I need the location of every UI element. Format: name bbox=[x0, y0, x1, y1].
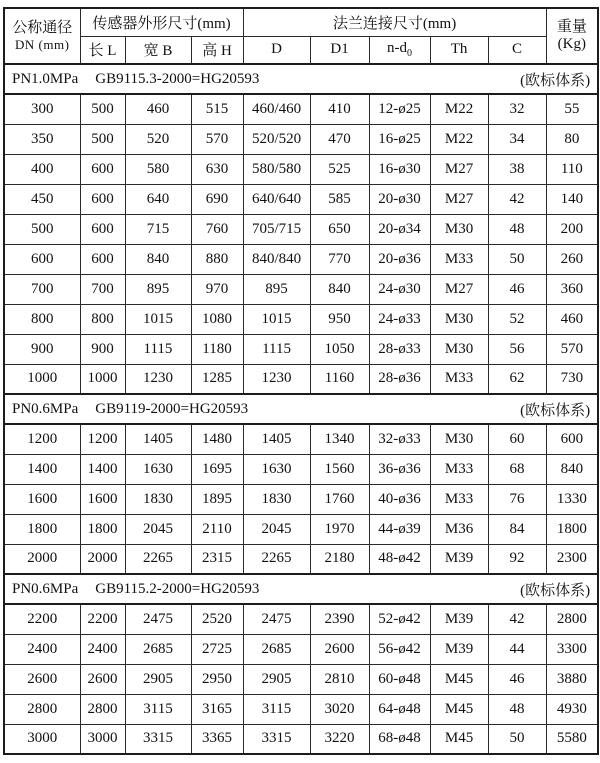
table-cell: 1830 bbox=[243, 484, 310, 514]
header-col-nd0: $n-d_0$ bbox=[369, 36, 430, 64]
table-cell: 1480 bbox=[191, 424, 243, 454]
table-cell: 1800 bbox=[4, 514, 80, 544]
table-cell: 48-ø42 bbox=[369, 544, 430, 574]
table-cell: 770 bbox=[310, 244, 369, 274]
table-cell: 630 bbox=[191, 154, 243, 184]
table-row bbox=[4, 94, 598, 124]
table-cell: 60-ø48 bbox=[369, 664, 430, 694]
table-cell: 2200 bbox=[80, 604, 125, 634]
table-cell: 520 bbox=[125, 124, 191, 154]
table-cell: 450 bbox=[4, 184, 80, 214]
section-header-cell bbox=[4, 574, 598, 604]
table-cell: 55 bbox=[546, 94, 598, 124]
table-cell: 110 bbox=[546, 154, 598, 184]
table-cell: 730 bbox=[546, 364, 598, 394]
table-cell: 1600 bbox=[80, 484, 125, 514]
table-cell: M27 bbox=[430, 274, 488, 304]
table-cell: 1400 bbox=[80, 454, 125, 484]
table-cell: M33 bbox=[430, 364, 488, 394]
table-row bbox=[4, 544, 598, 574]
table-cell: 580/580 bbox=[243, 154, 310, 184]
table-cell: 2950 bbox=[191, 664, 243, 694]
table-cell: 2000 bbox=[4, 544, 80, 574]
table-cell: 2265 bbox=[243, 544, 310, 574]
table-cell: 3365 bbox=[191, 724, 243, 754]
table-cell: 600 bbox=[80, 244, 125, 274]
table-cell: 600 bbox=[80, 184, 125, 214]
table-cell: 1200 bbox=[4, 424, 80, 454]
table-cell: M33 bbox=[430, 454, 488, 484]
table-cell: 92 bbox=[488, 544, 546, 574]
table-cell: 500 bbox=[4, 214, 80, 244]
table-cell: 20-ø34 bbox=[369, 214, 430, 244]
table-cell: 32 bbox=[488, 94, 546, 124]
table-cell: 1405 bbox=[243, 424, 310, 454]
table-cell: 715 bbox=[125, 214, 191, 244]
table-cell: 300 bbox=[4, 94, 80, 124]
table-cell: 3300 bbox=[546, 634, 598, 664]
table-row bbox=[4, 694, 598, 724]
header-col-height: 高 H bbox=[191, 36, 243, 64]
table-cell: 24-ø30 bbox=[369, 274, 430, 304]
header-col-d1: D1 bbox=[310, 36, 369, 64]
table-cell: 56-ø42 bbox=[369, 634, 430, 664]
table-cell: 2200 bbox=[4, 604, 80, 634]
table-cell: 2000 bbox=[80, 544, 125, 574]
table-cell: 585 bbox=[310, 184, 369, 214]
table-cell: 64-ø48 bbox=[369, 694, 430, 724]
table-cell: 2725 bbox=[191, 634, 243, 664]
table-cell: 32-ø33 bbox=[369, 424, 430, 454]
table-cell: 880 bbox=[191, 244, 243, 274]
table-cell: 84 bbox=[488, 514, 546, 544]
table-cell: 56 bbox=[488, 334, 546, 364]
table-cell: 2905 bbox=[243, 664, 310, 694]
table-cell: 1560 bbox=[310, 454, 369, 484]
table-cell: 1340 bbox=[310, 424, 369, 454]
table-cell: 410 bbox=[310, 94, 369, 124]
table-cell: 650 bbox=[310, 214, 369, 244]
table-cell: 500 bbox=[80, 124, 125, 154]
table-cell: 3000 bbox=[4, 724, 80, 754]
table-cell: 60 bbox=[488, 424, 546, 454]
table-cell: 2520 bbox=[191, 604, 243, 634]
table-cell: 895 bbox=[243, 274, 310, 304]
table-cell: 20-ø30 bbox=[369, 184, 430, 214]
table-cell: 3115 bbox=[125, 694, 191, 724]
table-row bbox=[4, 334, 598, 364]
table-cell: 2110 bbox=[191, 514, 243, 544]
table-cell: 1080 bbox=[191, 304, 243, 334]
table-cell: 40-ø36 bbox=[369, 484, 430, 514]
table-cell: 3165 bbox=[191, 694, 243, 724]
table-cell: 460 bbox=[125, 94, 191, 124]
table-cell: 1600 bbox=[4, 484, 80, 514]
table-cell: M39 bbox=[430, 634, 488, 664]
table-cell: 52-ø42 bbox=[369, 604, 430, 634]
table-cell: 600 bbox=[80, 214, 125, 244]
table-row bbox=[4, 184, 598, 214]
header-weight bbox=[546, 8, 598, 64]
table-cell: 970 bbox=[191, 274, 243, 304]
table-cell: 640 bbox=[125, 184, 191, 214]
table-cell: 42 bbox=[488, 604, 546, 634]
table-cell: 5580 bbox=[546, 724, 598, 754]
table-cell: 50 bbox=[488, 244, 546, 274]
header-row-groups bbox=[4, 8, 598, 36]
header-col-length: 长 L bbox=[80, 36, 125, 64]
standard-system-label: (欧标体系) bbox=[520, 72, 591, 89]
table-cell: 3220 bbox=[310, 724, 369, 754]
table-cell: 360 bbox=[546, 274, 598, 304]
table-cell: 2265 bbox=[125, 544, 191, 574]
table-cell: 3315 bbox=[243, 724, 310, 754]
table-cell: 705/715 bbox=[243, 214, 310, 244]
table-cell: 2600 bbox=[4, 664, 80, 694]
spec-table bbox=[3, 7, 599, 755]
table-cell: 2045 bbox=[125, 514, 191, 544]
table-row bbox=[4, 514, 598, 544]
table-cell: M45 bbox=[430, 694, 488, 724]
table-cell: 1230 bbox=[125, 364, 191, 394]
table-cell: 50 bbox=[488, 724, 546, 754]
table-cell: 500 bbox=[80, 94, 125, 124]
table-cell: 20-ø36 bbox=[369, 244, 430, 274]
table-cell: 2800 bbox=[4, 694, 80, 724]
table-cell: 2600 bbox=[310, 634, 369, 664]
table-cell: 44 bbox=[488, 634, 546, 664]
table-cell: 3115 bbox=[243, 694, 310, 724]
table-cell: 840 bbox=[125, 244, 191, 274]
table-cell: 520/520 bbox=[243, 124, 310, 154]
table-cell: 4930 bbox=[546, 694, 598, 724]
table-row bbox=[4, 154, 598, 184]
table-cell: 840 bbox=[310, 274, 369, 304]
table-cell: 34 bbox=[488, 124, 546, 154]
header-group-flange-dimensions: 法兰连接尺寸(mm) bbox=[243, 8, 546, 36]
table-cell: M30 bbox=[430, 214, 488, 244]
table-cell: 38 bbox=[488, 154, 546, 184]
header-col-width: 宽 B bbox=[125, 36, 191, 64]
table-row bbox=[4, 664, 598, 694]
table-cell: 570 bbox=[546, 334, 598, 364]
table-cell: 2045 bbox=[243, 514, 310, 544]
table-cell: 1115 bbox=[243, 334, 310, 364]
table-row bbox=[4, 304, 598, 334]
table-cell: 700 bbox=[80, 274, 125, 304]
header-weight-cn: 重量 bbox=[556, 19, 587, 35]
header-col-th: Th bbox=[430, 36, 488, 64]
table-cell: 16-ø25 bbox=[369, 124, 430, 154]
table-cell: 1330 bbox=[546, 484, 598, 514]
table-row bbox=[4, 634, 598, 664]
table-cell: 16-ø30 bbox=[369, 154, 430, 184]
header-nominal-diameter-unit: DN (mm) bbox=[15, 37, 70, 52]
table-cell: 1000 bbox=[4, 364, 80, 394]
table-cell: 1800 bbox=[546, 514, 598, 544]
table-cell: 24-ø33 bbox=[369, 304, 430, 334]
table-cell: 840/840 bbox=[243, 244, 310, 274]
table-cell: M27 bbox=[430, 184, 488, 214]
table-cell: 3315 bbox=[125, 724, 191, 754]
table-cell: M39 bbox=[430, 544, 488, 574]
table-cell: 3020 bbox=[310, 694, 369, 724]
table-cell: 1760 bbox=[310, 484, 369, 514]
table-cell: 2400 bbox=[80, 634, 125, 664]
standard-code-label: GB9119-2000=HG20593 bbox=[95, 400, 249, 417]
table-cell: 28-ø36 bbox=[369, 364, 430, 394]
pressure-rating-label: PN0.6MPa bbox=[12, 400, 79, 417]
table-cell: 800 bbox=[4, 304, 80, 334]
table-cell: 68 bbox=[488, 454, 546, 484]
table-cell: 600 bbox=[80, 154, 125, 184]
table-cell: 2315 bbox=[191, 544, 243, 574]
header-row-columns bbox=[4, 36, 598, 64]
table-cell: 600 bbox=[4, 244, 80, 274]
table-cell: 2390 bbox=[310, 604, 369, 634]
table-cell: 350 bbox=[4, 124, 80, 154]
table-cell: 525 bbox=[310, 154, 369, 184]
table-cell: 46 bbox=[488, 274, 546, 304]
table-cell: 690 bbox=[191, 184, 243, 214]
table-cell: 140 bbox=[546, 184, 598, 214]
table-cell: 600 bbox=[546, 424, 598, 454]
table-cell: 80 bbox=[546, 124, 598, 154]
table-cell: 2475 bbox=[125, 604, 191, 634]
table-cell: 1180 bbox=[191, 334, 243, 364]
table-cell: 800 bbox=[80, 304, 125, 334]
table-row bbox=[4, 424, 598, 454]
standard-code-label: GB9115.2-2000=HG20593 bbox=[95, 580, 260, 597]
table-cell: 900 bbox=[4, 334, 80, 364]
table-cell: M45 bbox=[430, 664, 488, 694]
table-row bbox=[4, 724, 598, 754]
table-cell: 2685 bbox=[125, 634, 191, 664]
table-cell: 2400 bbox=[4, 634, 80, 664]
table-cell: 2810 bbox=[310, 664, 369, 694]
table-cell: 580 bbox=[125, 154, 191, 184]
header-group-sensor-dimensions: 传感器外形尺寸(mm) bbox=[80, 8, 243, 36]
header-nominal-diameter bbox=[4, 8, 80, 64]
table-cell: 1630 bbox=[125, 454, 191, 484]
table-cell: 460 bbox=[546, 304, 598, 334]
table-cell: M33 bbox=[430, 484, 488, 514]
table-cell: 1630 bbox=[243, 454, 310, 484]
table-cell: M22 bbox=[430, 124, 488, 154]
table-cell: 42 bbox=[488, 184, 546, 214]
table-cell: 470 bbox=[310, 124, 369, 154]
table-cell: 400 bbox=[4, 154, 80, 184]
table-cell: 515 bbox=[191, 94, 243, 124]
table-cell: 1015 bbox=[125, 304, 191, 334]
table-cell: 640/640 bbox=[243, 184, 310, 214]
table-cell: 36-ø36 bbox=[369, 454, 430, 484]
table-cell: 1050 bbox=[310, 334, 369, 364]
header-nominal-diameter-cn: 公称通径 bbox=[12, 20, 73, 36]
table-cell: 760 bbox=[191, 214, 243, 244]
table-cell: 1285 bbox=[191, 364, 243, 394]
table-cell: 1115 bbox=[125, 334, 191, 364]
table-cell: 1230 bbox=[243, 364, 310, 394]
table-row bbox=[4, 364, 598, 394]
table-cell: M45 bbox=[430, 724, 488, 754]
table-cell: 1800 bbox=[80, 514, 125, 544]
header-col-d: D bbox=[243, 36, 310, 64]
table-cell: M30 bbox=[430, 334, 488, 364]
table-cell: 2800 bbox=[80, 694, 125, 724]
table-cell: 28-ø33 bbox=[369, 334, 430, 364]
table-row bbox=[4, 124, 598, 154]
table-row bbox=[4, 454, 598, 484]
table-cell: 1895 bbox=[191, 484, 243, 514]
table-cell: 68-ø48 bbox=[369, 724, 430, 754]
table-cell: 52 bbox=[488, 304, 546, 334]
table-cell: M27 bbox=[430, 154, 488, 184]
table-cell: 460/460 bbox=[243, 94, 310, 124]
table-cell: 3000 bbox=[80, 724, 125, 754]
table-cell: 1400 bbox=[4, 454, 80, 484]
table-cell: 12-ø25 bbox=[369, 94, 430, 124]
table-cell: 44-ø39 bbox=[369, 514, 430, 544]
table-cell: 76 bbox=[488, 484, 546, 514]
table-cell: 1160 bbox=[310, 364, 369, 394]
table-cell: 840 bbox=[546, 454, 598, 484]
table-cell: 2300 bbox=[546, 544, 598, 574]
table-cell: 1970 bbox=[310, 514, 369, 544]
table-cell: 2905 bbox=[125, 664, 191, 694]
table-cell: 3880 bbox=[546, 664, 598, 694]
table-cell: 700 bbox=[4, 274, 80, 304]
table-cell: 62 bbox=[488, 364, 546, 394]
table-cell: M36 bbox=[430, 514, 488, 544]
table-cell: M30 bbox=[430, 424, 488, 454]
section-header-row bbox=[4, 574, 598, 604]
table-cell: 46 bbox=[488, 664, 546, 694]
table-cell: 900 bbox=[80, 334, 125, 364]
standard-system-label: (欧标体系) bbox=[520, 402, 591, 419]
table-cell: 895 bbox=[125, 274, 191, 304]
table-row bbox=[4, 604, 598, 634]
section-header-row bbox=[4, 394, 598, 424]
table-cell: 260 bbox=[546, 244, 598, 274]
section-header-row bbox=[4, 64, 598, 94]
section-header-cell bbox=[4, 394, 598, 424]
table-row bbox=[4, 484, 598, 514]
standard-system-label: (欧标体系) bbox=[520, 582, 591, 599]
table-body bbox=[4, 64, 598, 754]
table-row bbox=[4, 244, 598, 274]
table-cell: 1695 bbox=[191, 454, 243, 484]
pressure-rating-label: PN0.6MPa bbox=[12, 580, 79, 597]
table-cell: 2600 bbox=[80, 664, 125, 694]
table-cell: M30 bbox=[430, 304, 488, 334]
header-weight-unit: (Kg) bbox=[557, 36, 586, 52]
header-col-c: C bbox=[488, 36, 546, 64]
table-cell: 1000 bbox=[80, 364, 125, 394]
table-cell: 48 bbox=[488, 214, 546, 244]
table-cell: 1200 bbox=[80, 424, 125, 454]
table-cell: 1405 bbox=[125, 424, 191, 454]
table-cell: M33 bbox=[430, 244, 488, 274]
table-cell: M22 bbox=[430, 94, 488, 124]
table-cell: 2180 bbox=[310, 544, 369, 574]
standard-code-label: GB9115.3-2000=HG20593 bbox=[95, 70, 260, 87]
table-cell: 2685 bbox=[243, 634, 310, 664]
table-cell: M39 bbox=[430, 604, 488, 634]
table-cell: 570 bbox=[191, 124, 243, 154]
table-cell: 1015 bbox=[243, 304, 310, 334]
table-cell: 200 bbox=[546, 214, 598, 244]
table-cell: 2800 bbox=[546, 604, 598, 634]
table-cell: 950 bbox=[310, 304, 369, 334]
section-header-cell bbox=[4, 64, 598, 94]
table-cell: 1830 bbox=[125, 484, 191, 514]
table-cell: 2475 bbox=[243, 604, 310, 634]
table-cell: 48 bbox=[488, 694, 546, 724]
table-row bbox=[4, 274, 598, 304]
table-row bbox=[4, 214, 598, 244]
pressure-rating-label: PN1.0MPa bbox=[12, 70, 79, 87]
